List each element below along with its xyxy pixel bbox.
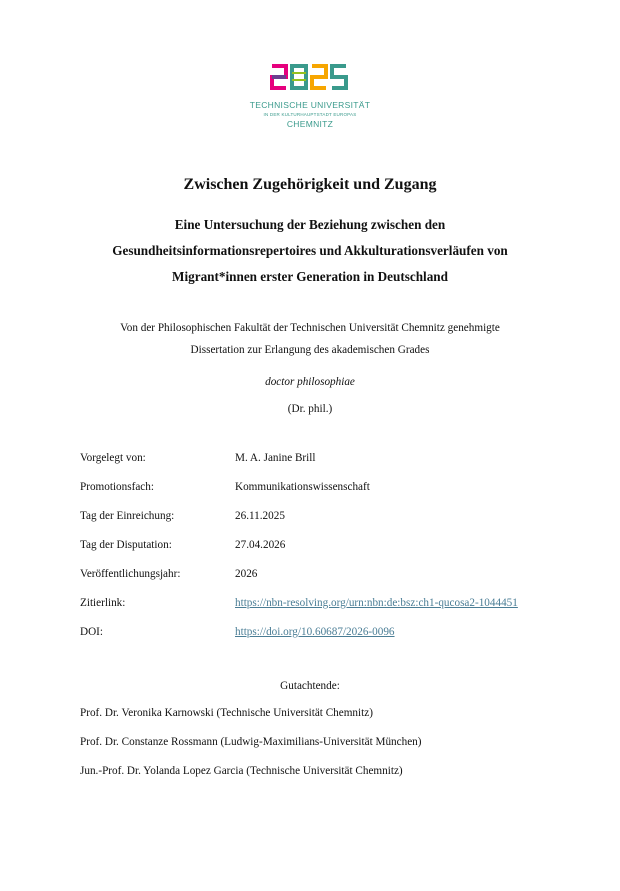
meta-value: 27.04.2026 (235, 539, 286, 551)
subtitle-line: Migrant*innen erster Generation in Deutschland (172, 269, 448, 284)
degree-abbreviation: (Dr. phil.) (287, 403, 333, 415)
tu-chemnitz-2025-logo-icon (268, 58, 352, 96)
meta-label: Veröffentlichungsjahr: (80, 568, 181, 580)
intro-line: Dissertation zur Erlangung des akademischen Grades (190, 344, 430, 356)
subtitle-line: Gesundheitsinformationsrepertoires und Akkulturationsverläufen von (112, 243, 508, 258)
logo-city: CHEMNITZ (286, 119, 334, 129)
reviewers-heading: Gutachtende: (280, 680, 340, 692)
meta-label: Tag der Einreichung: (80, 510, 175, 522)
dissertation-subtitle (0, 212, 620, 290)
meta-label: Zitierlink: (80, 597, 126, 609)
subtitle-line: Eine Untersuchung der Beziehung zwischen den (174, 217, 446, 232)
reviewers-list (80, 707, 421, 794)
reviewer-item: Jun.-Prof. Dr. Yolanda Lopez Garcia (Technische Universität Chemnitz) (80, 765, 403, 777)
logo-university-name: TECHNISCHE UNIVERSITÄT (249, 100, 371, 110)
meta-value: M. A. Janine Brill (235, 452, 316, 464)
citation-link[interactable]: https://nbn-resolving.org/urn:nbn:de:bsz:ch1-qucosa2-1044451 (235, 597, 518, 609)
meta-value: Kommunikationswissenschaft (235, 481, 370, 493)
logo-tagline: IN DER KULTURHAUPTSTADT EUROPAS (263, 112, 357, 117)
meta-value: 26.11.2025 (235, 510, 285, 522)
reviewer-item: Prof. Dr. Veronika Karnowski (Technische Universität Chemnitz) (80, 707, 373, 719)
dissertation-title: Zwischen Zugehörigkeit und Zugang (183, 176, 437, 193)
meta-value: 2026 (235, 568, 258, 580)
reviewer-item: Prof. Dr. Constanze Rossmann (Ludwig-Maximilians-Universität München) (80, 736, 422, 748)
meta-label: DOI: (80, 626, 103, 638)
meta-value-wrap (235, 626, 395, 638)
degree-name: doctor philosophiae (265, 376, 355, 388)
university-logo (0, 58, 620, 129)
intro-line: Von der Philosophischen Fakultät der Technischen Universität Chemnitz genehmigte (120, 322, 500, 334)
meta-label: Vorgelegt von: (80, 452, 146, 464)
meta-label: Tag der Disputation: (80, 539, 172, 551)
meta-label: Promotionsfach: (80, 481, 154, 493)
doi-link[interactable]: https://doi.org/10.60687/2026-0096 (235, 626, 395, 638)
faculty-statement (0, 317, 620, 361)
meta-value-wrap (235, 597, 518, 609)
